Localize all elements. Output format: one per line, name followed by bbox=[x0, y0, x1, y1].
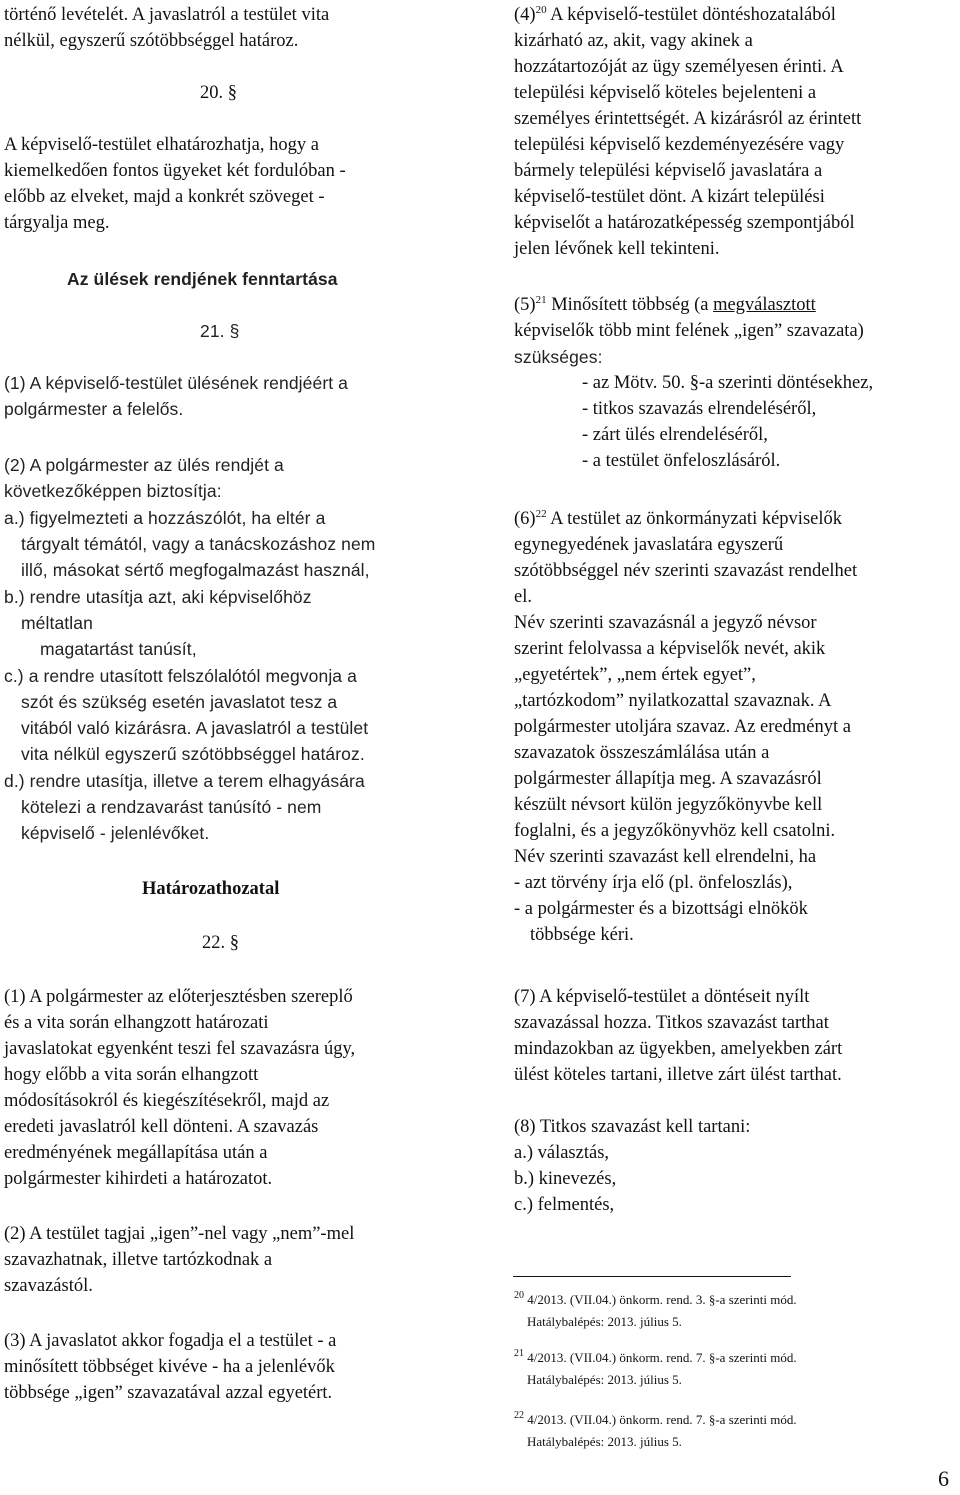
list-item: - zárt ülés elrendeléséről, bbox=[582, 425, 768, 445]
text-line: Név szerinti szavazást kell elrendelni, ha bbox=[514, 847, 817, 867]
footnote-separator bbox=[513, 1276, 791, 1277]
text-line: módosításokról és kiegészítésekről, majd az bbox=[4, 1091, 330, 1111]
list-item: b.) kinevezés, bbox=[514, 1169, 617, 1189]
text-line: képviselő-testület dönt. A kizárt települési bbox=[514, 187, 825, 207]
text-line: ülést köteles tartani, illetve zárt ülést tarthat. bbox=[514, 1065, 842, 1085]
text-line: (1) A képviselő-testület ülésének rendjéért a bbox=[4, 373, 348, 393]
text-line: szerint felolvassa a képviselők nevét, akik bbox=[514, 639, 826, 659]
text-line: polgármester állapítja meg. A szavazásról bbox=[514, 769, 822, 789]
text-line: kizárható az, akit, vagy akinek a bbox=[514, 31, 753, 51]
list-item: b.) rendre utasítja azt, aki képviselőhöz bbox=[4, 587, 312, 607]
text-line: egynegyedének javaslatára egyszerű bbox=[514, 535, 784, 555]
text-line: települési képviselő köteles bejelenteni a bbox=[514, 83, 817, 103]
text-line: hogy előbb a vita során elhangzott bbox=[4, 1065, 259, 1085]
text-line: méltatlan bbox=[21, 613, 93, 633]
text-line: történő levételét. A javaslatról a testület vita bbox=[4, 5, 330, 25]
text-line: vita nélkül egyszerű szótöbbséggel határoz. bbox=[21, 744, 365, 764]
list-item: a.) választás, bbox=[514, 1143, 610, 1163]
text-line: $(6)^{22}$ A testület az önkormányzati képviselők bbox=[514, 508, 842, 529]
text-line: $(5)^{21}$ Minősített többség (a megválasztott bbox=[514, 294, 816, 315]
text-line: képviselő - jelenlévőket. bbox=[21, 823, 210, 843]
text-line: képviselőt a határozatképesség szempontjából bbox=[514, 213, 855, 233]
page-number: 6 bbox=[938, 1466, 949, 1491]
text-line: (8) Titkos szavazást kell tartani: bbox=[514, 1117, 751, 1137]
list-item: - azt törvény írja elő (pl. önfeloszlás), bbox=[514, 873, 793, 893]
text-line: bármely települési képviselő javaslatára a bbox=[514, 161, 823, 181]
text-line: települési képviselő kezdeményezésére vagy bbox=[514, 135, 845, 155]
text-line: polgármester utoljára szavaz. Az eredményt a bbox=[514, 717, 851, 737]
text-line: tárgyalja meg. bbox=[4, 213, 110, 233]
text-line: A képviselő-testület elhatározhatja, hogy a bbox=[4, 135, 319, 155]
footnote-effective-date: Hatálybalépés: 2013. július 5. bbox=[527, 1434, 682, 1449]
footnote-ref: 20 bbox=[535, 4, 547, 16]
text-line: kötelezi a rendzavarást tanúsító - nem bbox=[21, 797, 322, 817]
text-line: szavazatok összeszámlálása után a bbox=[514, 743, 770, 763]
text-line: képviselők több mint felének „igen” szavazata) bbox=[514, 321, 864, 341]
text-line: el. bbox=[514, 587, 532, 607]
text-line: minősített többséget kivéve - ha a jelenlévők bbox=[4, 1357, 335, 1377]
text-line: hozzátartozóját az ügy személyesen érinti. A bbox=[514, 57, 844, 77]
text-line: következőképpen biztosítja: bbox=[4, 481, 222, 501]
list-item: - az Mötv. 50. §-a szerinti döntésekhez, bbox=[582, 373, 874, 393]
list-item: - titkos szavazás elrendeléséről, bbox=[582, 399, 817, 419]
footnote-effective-date: Hatálybalépés: 2013. július 5. bbox=[527, 1314, 682, 1329]
text-line: magatartást tanúsít, bbox=[40, 639, 197, 659]
text-line: polgármester kihirdeti a határozatot. bbox=[4, 1169, 273, 1189]
text-line: szót és szükség esetén javaslatot tesz a bbox=[21, 692, 338, 712]
list-item: - a testület önfeloszlásáról. bbox=[582, 451, 781, 471]
list-item: d.) rendre utasítja, illetve a terem elhagyására bbox=[4, 771, 365, 791]
section-number-22: 22. § bbox=[202, 933, 239, 953]
text-line: (3) A javaslatot akkor fogadja el a testület - a bbox=[4, 1331, 337, 1351]
text-line: javaslatokat egyenként teszi fel szavazásra úgy, bbox=[4, 1039, 356, 1059]
text-line: készült névsort külön jegyzőkönyvbe kell bbox=[514, 795, 823, 815]
text-line: „egyetértek”, „nem értek egyet”, bbox=[514, 665, 756, 685]
text-line: (2) A testület tagjai „igen”-nel vagy „nem”-mel bbox=[4, 1224, 355, 1244]
text-line: szavazástól. bbox=[4, 1276, 93, 1296]
text-line: (1) A polgármester az előterjesztésben szereplő bbox=[4, 987, 353, 1007]
text-line: szükséges: bbox=[514, 347, 603, 367]
text-line: tárgyalt témától, vagy a tanácskozáshoz nem bbox=[21, 534, 376, 554]
text-line: illő, másokat sértő megfogalmazást használ, bbox=[21, 560, 370, 580]
list-item: - a polgármester és a bizottsági elnökök bbox=[514, 899, 808, 919]
footnote-ref: 22 bbox=[535, 508, 547, 520]
text-line: előbb az elveket, majd a konkrét szöveget - bbox=[4, 187, 325, 207]
section-heading: Határozathozatal bbox=[142, 879, 280, 899]
text-line: nélkül, egyszerű szótöbbséggel határoz. bbox=[4, 31, 299, 51]
text-line: „tartózkodom” nyilatkozattal szavaznak. A bbox=[514, 691, 832, 711]
text-line: jelen lévőnek kell tekinteni. bbox=[514, 239, 720, 259]
text-line: szavazással hozza. Titkos szavazást tarthat bbox=[514, 1013, 829, 1033]
text-line: eredeti javaslatról kell dönteni. A szavazás bbox=[4, 1117, 319, 1137]
footnote: $^{20}$ 4/2013. (VII.04.) önkorm. rend. 3. §-a szerinti mód. bbox=[514, 1290, 797, 1307]
footnote: $^{22}$ 4/2013. (VII.04.) önkorm. rend. 7. §-a szerinti mód. bbox=[514, 1410, 797, 1427]
footnote-ref: 21 bbox=[535, 294, 547, 306]
text-line: (2) A polgármester az ülés rendjét a bbox=[4, 455, 284, 475]
list-item: c.) felmentés, bbox=[514, 1195, 615, 1215]
text-line: többsége „igen” szavazatával azzal egyetért. bbox=[4, 1383, 333, 1403]
text-line: foglalni, és a jegyzőkönyvhöz kell csatolni. bbox=[514, 821, 836, 841]
text-line: (7) A képviselő-testület a döntéseit nyílt bbox=[514, 987, 810, 1007]
text-line: és a vita során elhangzott határozati bbox=[4, 1013, 269, 1033]
text-line: mindazokban az ügyekben, amelyekben zárt bbox=[514, 1039, 843, 1059]
text-line: személyes érintettségét. A kizárásról az érintett bbox=[514, 109, 862, 129]
text-line: szavazhatnak, illetve tartózkodnak a bbox=[4, 1250, 273, 1270]
text-line: többsége kéri. bbox=[530, 925, 634, 945]
footnote-effective-date: Hatálybalépés: 2013. július 5. bbox=[527, 1372, 682, 1387]
text-line: kiemelkedően fontos ügyeket két fordulóban - bbox=[4, 161, 346, 181]
text-line: eredményének megállapítása után a bbox=[4, 1143, 268, 1163]
section-heading: Az ülések rendjének fenntartása bbox=[67, 269, 338, 289]
text-line: polgármester a felelős. bbox=[4, 399, 184, 419]
text-line: vitából való kizárásra. A javaslatról a testület bbox=[21, 718, 369, 738]
list-item: c.) a rendre utasított felszólalótól megvonja a bbox=[4, 666, 357, 686]
section-number-21: 21. § bbox=[200, 321, 240, 341]
section-number-20: 20. § bbox=[200, 83, 237, 103]
list-item: a.) figyelmezteti a hozzászólót, ha eltér a bbox=[4, 508, 326, 528]
text-line: Név szerinti szavazásnál a jegyző névsor bbox=[514, 613, 817, 633]
text-line: szótöbbséggel név szerinti szavazást rendelhet bbox=[514, 561, 858, 581]
footnote: $^{21}$ 4/2013. (VII.04.) önkorm. rend. 7. §-a szerinti mód. bbox=[514, 1348, 797, 1365]
text-line: $(4)^{20}$ A képviselő-testület döntéshozatalából bbox=[514, 4, 836, 25]
